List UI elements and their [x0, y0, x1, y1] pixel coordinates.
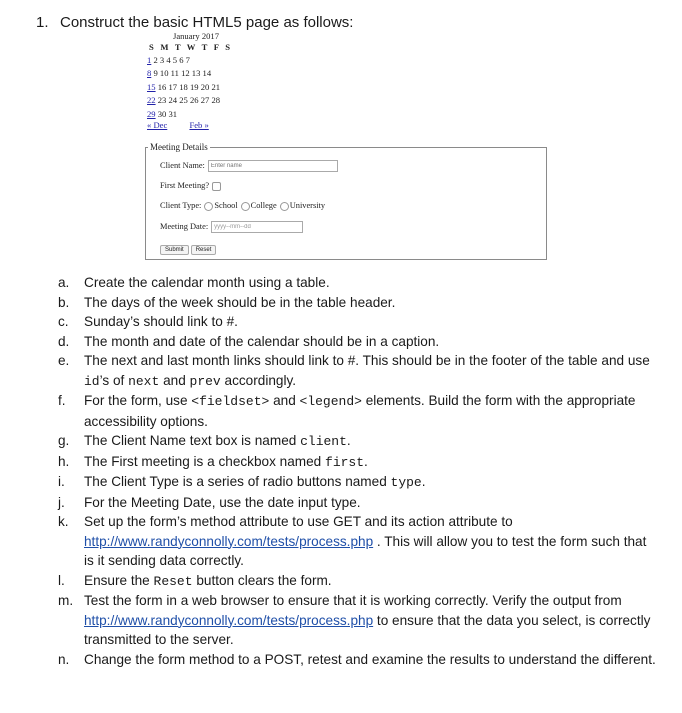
meeting-date-row	[160, 221, 303, 233]
radio-university[interactable]	[280, 202, 289, 211]
form-buttons	[160, 244, 218, 255]
radio-college[interactable]	[241, 202, 250, 211]
item-text: The Client Type is a series of radio buttons named	[84, 474, 391, 489]
item-text: Create the calendar month using a table.	[84, 275, 330, 290]
item-label: a.	[58, 275, 70, 290]
code-text: id	[84, 373, 100, 389]
code-text: type	[390, 475, 422, 490]
sunday-link[interactable]: 15	[147, 81, 156, 92]
client-name-row	[160, 160, 338, 172]
first-meeting-row	[160, 181, 221, 191]
meeting-details-fieldset	[145, 142, 547, 260]
list-item	[58, 391, 658, 431]
question-number: 1.	[36, 14, 49, 31]
item-label: f.	[58, 393, 66, 408]
week-days: 30 31	[157, 108, 178, 119]
client-type-row	[160, 201, 325, 211]
sunday-link[interactable]: 22	[147, 95, 156, 106]
list-item	[58, 273, 658, 293]
calendar-footer	[147, 120, 245, 130]
item-label: i.	[58, 474, 65, 489]
list-item	[58, 591, 658, 650]
item-text: The month and date of the calendar should be in a caption.	[84, 333, 440, 349]
list-item	[58, 650, 658, 670]
list-item	[58, 293, 658, 313]
code-text: client	[300, 434, 347, 449]
code-text: prev	[189, 373, 221, 389]
item-text: For the form, use	[84, 393, 192, 408]
code-text: first	[325, 454, 365, 470]
item-label: n.	[58, 651, 70, 667]
week-days: 16 17 18 19 20 21	[157, 81, 221, 92]
radio-university-label: University	[289, 201, 326, 210]
item-text: accordingly.	[220, 372, 297, 388]
item-text: and	[159, 372, 190, 388]
item-label: c.	[58, 314, 69, 329]
meeting-date-input[interactable]	[211, 221, 303, 233]
radio-school[interactable]	[204, 202, 213, 211]
first-meeting-label: First Meeting?	[160, 181, 210, 190]
calendar-days-header: S M T W T F S	[149, 42, 233, 52]
calendar-week	[147, 108, 245, 121]
item-text: The First meeting is a checkbox named	[84, 453, 326, 469]
item-text: and	[269, 393, 300, 408]
item-text: Test the form in a web browser to ensure that it is working correctly. Verify the output from	[84, 593, 622, 608]
calendar-caption: January 2017	[172, 31, 220, 41]
list-item	[58, 571, 658, 592]
item-text: Set up the form’s method attribute to use GET and its action attribute to	[84, 514, 513, 529]
list-item	[58, 493, 658, 513]
item-label: j.	[58, 494, 65, 510]
list-item	[58, 312, 658, 332]
calendar-week	[147, 81, 245, 94]
item-text: For the Meeting Date, use the date input type.	[84, 494, 361, 510]
item-label: l.	[58, 572, 65, 588]
item-text: elements. Build the form with the appropriate accessibility options.	[84, 393, 636, 429]
calendar-week	[147, 54, 245, 67]
first-meeting-checkbox[interactable]	[212, 182, 221, 191]
radio-school-label: School	[214, 201, 238, 210]
code-text: Reset	[153, 573, 193, 589]
radio-college-label: College	[250, 201, 277, 210]
week-days: 23 24 25 26 27 28	[157, 95, 221, 106]
item-text: .	[364, 453, 368, 469]
sunday-link[interactable]: 8	[147, 68, 152, 79]
item-label: g.	[58, 433, 70, 448]
next-month-link[interactable]: Feb »	[189, 119, 209, 130]
item-text: Ensure the	[84, 572, 154, 588]
item-text: The days of the week should be in the table header.	[84, 294, 396, 310]
submit-button[interactable]: Submit	[160, 245, 189, 255]
list-item	[58, 452, 658, 473]
list-item	[58, 351, 658, 391]
client-name-label: Client Name:	[160, 160, 205, 170]
item-label: h.	[58, 453, 70, 469]
item-label: m.	[58, 593, 74, 608]
item-label: b.	[58, 294, 70, 310]
client-name-input[interactable]	[208, 160, 338, 172]
item-text: button clears the form.	[192, 572, 332, 588]
week-days: 2 3 4 5 6 7	[153, 55, 190, 65]
week-days: 9 10 11 12 13 14	[153, 68, 212, 79]
sunday-link[interactable]: 29	[147, 108, 156, 119]
instruction-list	[58, 273, 658, 669]
code-text: <fieldset>	[191, 394, 270, 409]
item-text: ’s of	[99, 372, 129, 388]
item-text: .	[346, 433, 351, 448]
calendar-example	[147, 31, 245, 130]
prev-month-link[interactable]: « Dec	[147, 119, 168, 130]
calendar-week	[147, 94, 245, 107]
item-text: Change the form method to a POST, retest and examine the results to understand the different.	[84, 651, 656, 667]
meeting-date-label: Meeting Date:	[160, 221, 209, 231]
process-link[interactable]: http://www.randyconnolly.com/tests/process.php	[84, 612, 374, 628]
item-text: The Client Name text box is named	[84, 433, 301, 448]
question-title: Construct the basic HTML5 page as follows:	[60, 14, 354, 31]
item-label: d.	[58, 333, 70, 349]
process-link[interactable]: http://www.randyconnolly.com/tests/process.php	[84, 533, 374, 549]
item-text: .	[421, 474, 426, 489]
code-text: <legend>	[299, 394, 362, 409]
item-text: to ensure that the data you select, is correctly transmitted to the server.	[84, 612, 651, 647]
fieldset-legend: Meeting Details	[150, 142, 208, 152]
list-item	[58, 512, 658, 571]
item-label: k.	[58, 514, 69, 529]
list-item	[58, 472, 658, 493]
code-text: next	[128, 373, 160, 389]
list-item	[58, 332, 658, 352]
list-item	[58, 431, 658, 452]
sunday-link[interactable]: 1	[147, 55, 152, 65]
item-text: . This will allow you to test the form such that is it sending data correctly.	[84, 533, 647, 568]
item-text: Sunday’s should link to #.	[84, 314, 238, 329]
reset-button[interactable]: Reset	[191, 245, 217, 255]
item-label: e.	[58, 353, 70, 368]
calendar-week	[147, 67, 245, 80]
question-heading	[36, 14, 353, 31]
client-type-label: Client Type:	[160, 201, 202, 210]
item-text: The next and last month links should link to #. This should be in the footer of the table and use	[84, 353, 650, 368]
